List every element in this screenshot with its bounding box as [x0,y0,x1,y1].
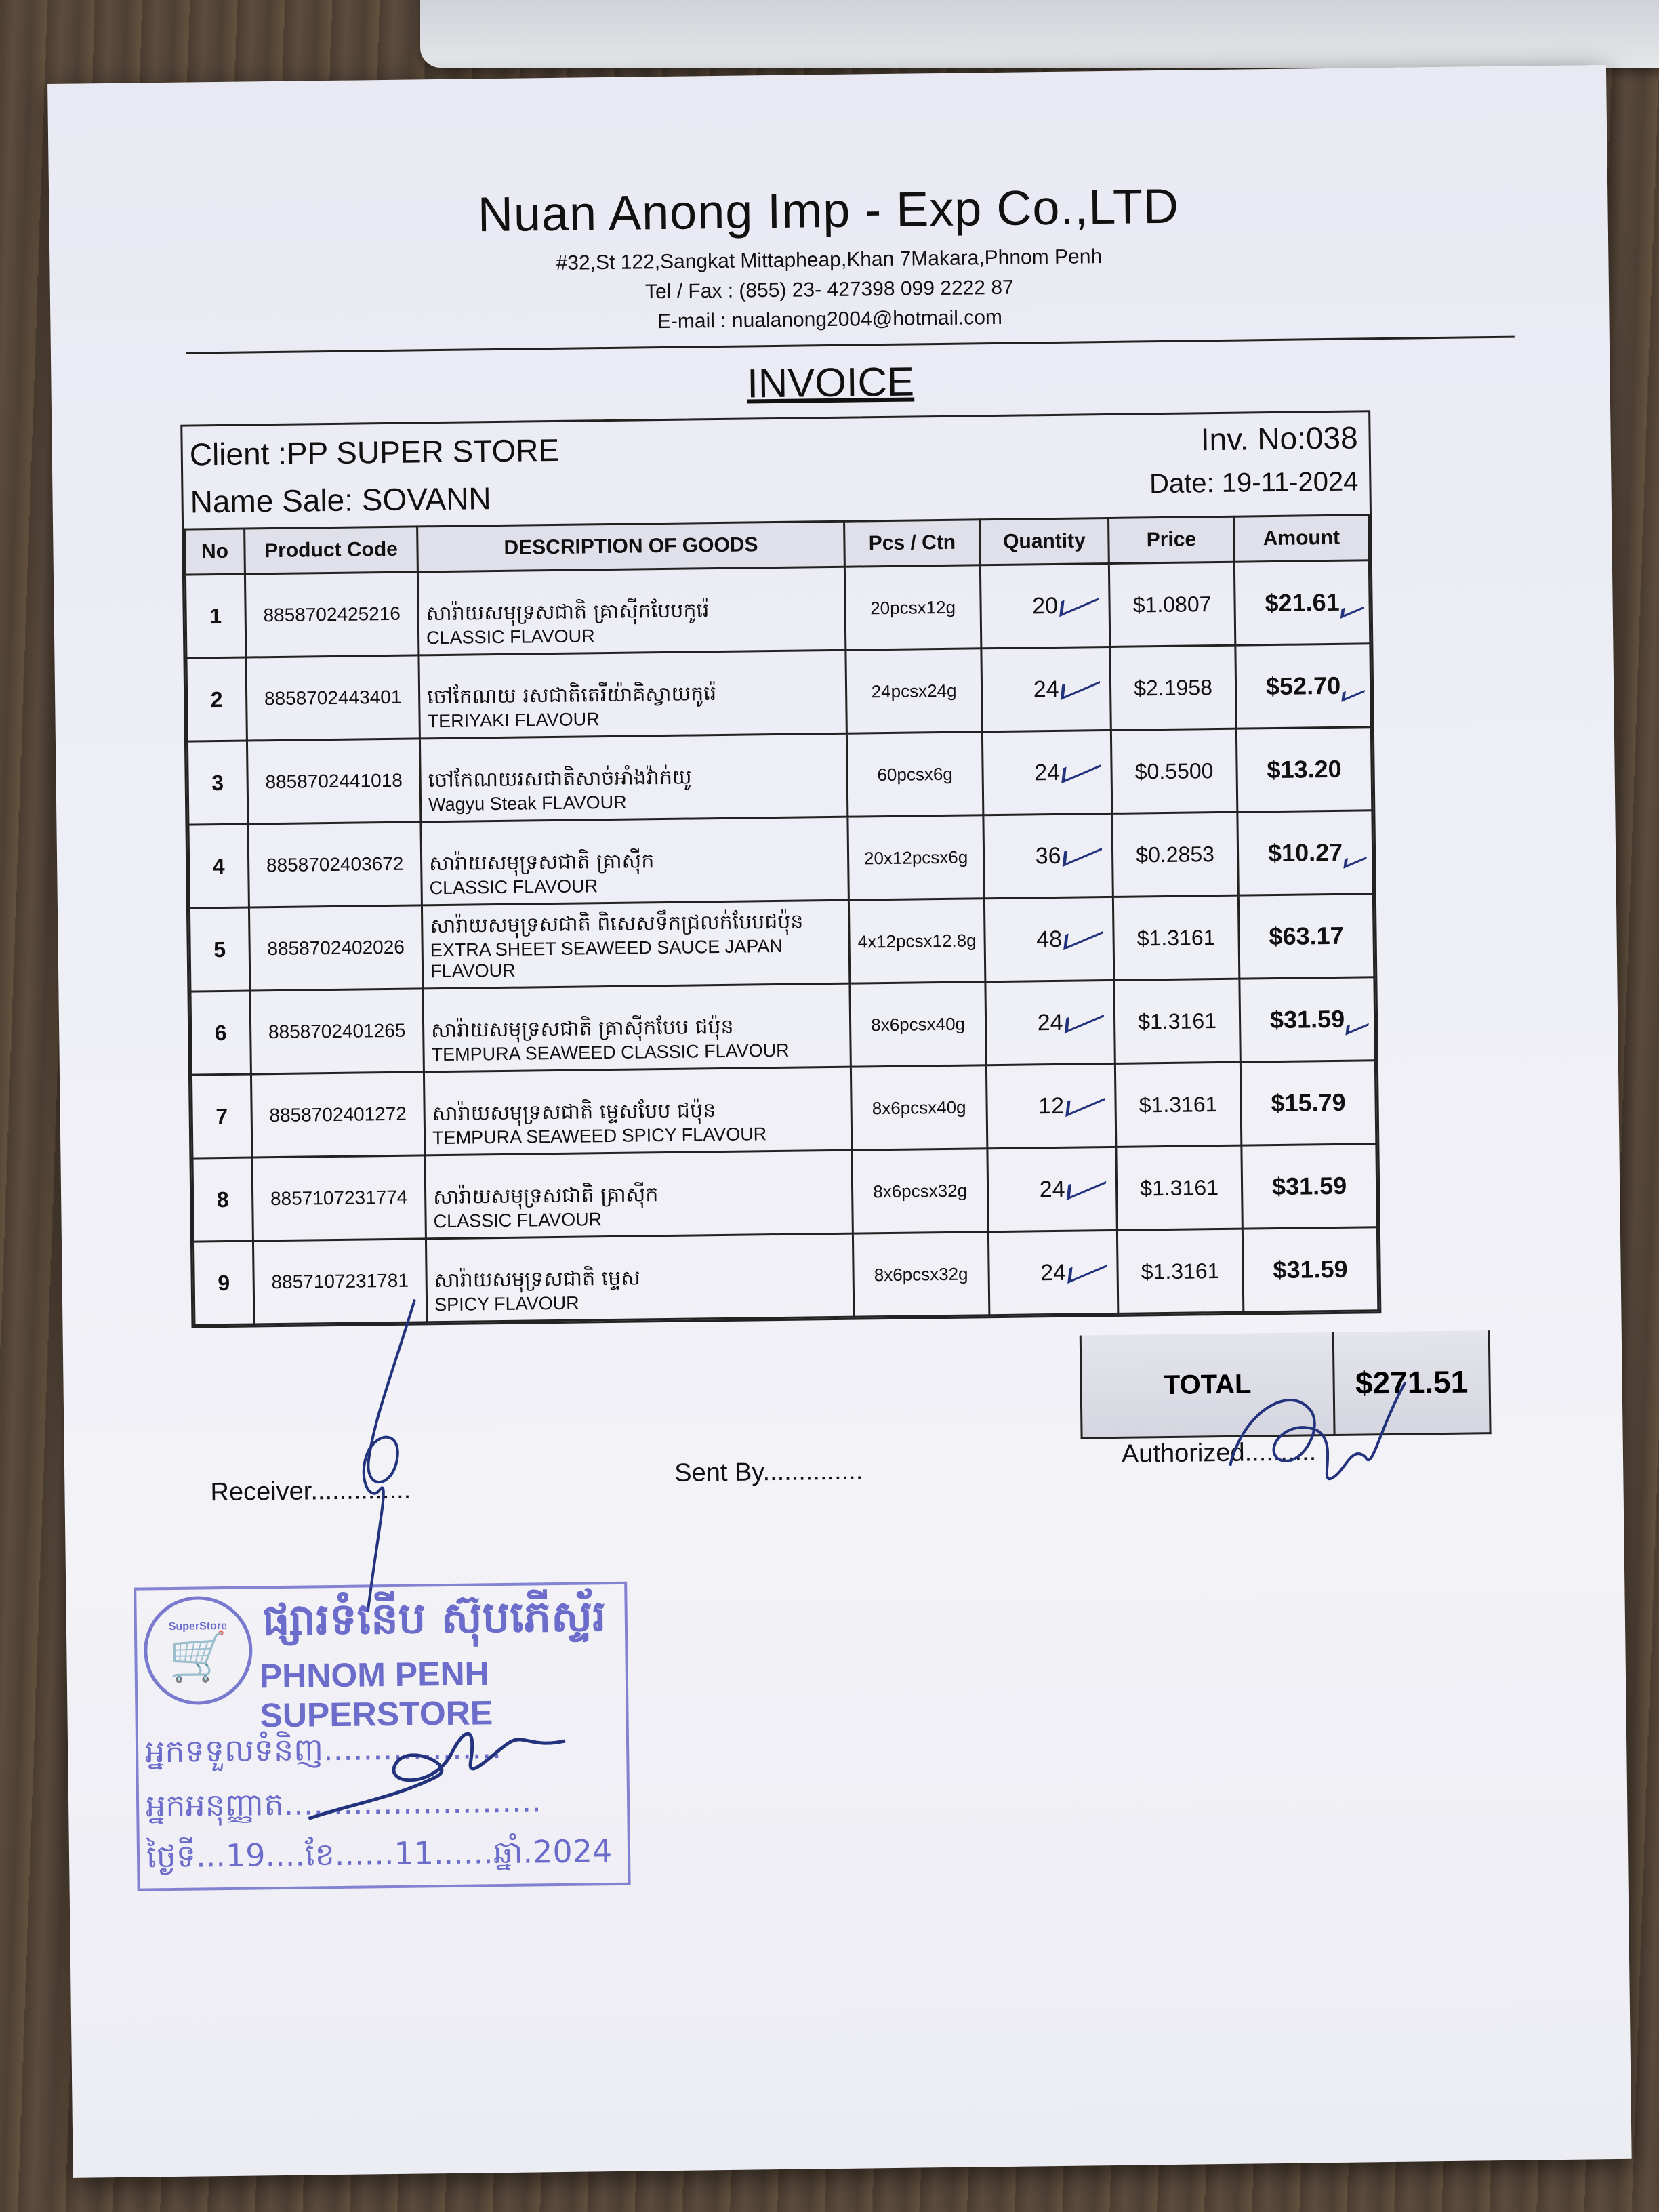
invoice-title: INVOICE [746,359,915,407]
row-desc [419,650,846,739]
row-pcs: 8x6pcsx40g [851,1065,987,1150]
table-row [191,1061,1376,1158]
row-desc-en: CLASSIC FLAVOUR [433,1209,602,1232]
client-info [182,412,1370,528]
check-mark-icon [1346,1016,1370,1035]
row-desc-en: CLASSIC FLAVOUR [429,876,598,899]
stamp-name-en: PHNOM PENH SUPERSTORE [259,1654,493,1735]
row-desc-km: ចៅកែណយ រសជាតិតេរីយ៉ាគិស្វាយកូរ៉េ [426,682,717,710]
row-desc [419,733,847,822]
row-amount-value: $31.59 [1271,1171,1347,1201]
row-qty-value: 48 [1036,926,1063,952]
col-desc: DESCRIPTION OF GOODS [417,521,845,572]
client-name: Client :PP SUPER STORE [189,432,560,472]
company-address: #32,St 122,Sangkat Mittapheap,Khan 7Makara,Phnom Penh [556,245,1103,274]
row-price: $2.1958 [1110,645,1236,730]
row-desc-en: TEMPURA SEAWEED SPICY FLAVOUR [432,1124,767,1149]
row-qty [980,563,1109,648]
shopping-cart-icon: SuperStore 🛒 [143,1596,253,1706]
col-amount: Amount [1234,515,1370,562]
row-price: $0.2853 [1112,812,1238,897]
row-pcs: 8x6pcsx32g [853,1232,989,1317]
sent-by-label: Sent By.............. [674,1456,863,1488]
row-code: 8857107231774 [252,1155,426,1241]
check-mark-icon [1067,1252,1109,1284]
items-table [184,514,1379,1326]
row-price: $1.3161 [1113,895,1239,980]
row-pcs: 24pcsx24g [846,649,982,733]
row-qty [984,897,1113,981]
row-price: $1.0807 [1109,562,1235,647]
total-value: $271.51 [1355,1364,1469,1401]
row-amount-value: $52.70 [1265,671,1341,701]
row-desc [424,1067,851,1155]
row-desc [421,817,848,905]
row-desc [423,983,851,1072]
row-no: 6 [190,991,251,1075]
row-price: $1.3161 [1116,1145,1242,1230]
row-qty [988,1230,1118,1315]
table-row [187,727,1372,825]
row-code: 8858702425216 [245,572,418,657]
row-code: 8858702403672 [248,822,422,907]
row-code: 8858702441018 [247,739,420,824]
row-pcs: 20x12pcsx6g [848,815,984,900]
row-desc [425,1150,853,1239]
row-amount-value: $10.27 [1267,838,1343,867]
row-qty [981,647,1111,731]
row-pcs: 8x6pcsx32g [852,1149,988,1233]
check-mark-icon [1343,849,1367,868]
check-mark-icon [1065,1002,1106,1033]
col-code: Product Code [245,527,418,574]
row-desc [426,1233,853,1322]
check-mark-icon [1063,835,1104,867]
company-name: Nuan Anong Imp - Exp Co.,LTD [477,179,1180,243]
row-qty-value: 20 [1031,592,1059,619]
authorized-signature-icon [1215,1368,1420,1507]
row-no: 8 [192,1158,253,1242]
row-pcs: 20pcsx12g [844,565,981,650]
check-mark-icon [1063,918,1105,950]
row-code: 8858702443401 [246,655,419,741]
row-amount [1240,977,1375,1062]
row-price: $1.3161 [1117,1229,1243,1313]
row-qty [983,813,1113,898]
row-no: 7 [191,1074,251,1158]
stamp-date-line: ថ្ងៃទី...19....ខែ......11......ឆ្នាំ.2024 [146,1832,613,1875]
col-no: No [185,529,245,575]
invoice-date: Date: 19-11-2024 [1149,466,1359,499]
row-desc-en: CLASSIC FLAVOUR [426,626,595,649]
company-header [49,173,1610,344]
company-email: E-mail : nualanong2004@hotmail.com [657,306,1003,333]
stamp-name-km: ផ្សារទំនើប ស៊ុបភើស្ទ័រ [262,1591,607,1646]
row-amount-value: $15.79 [1271,1088,1346,1118]
check-mark-icon [1341,682,1365,701]
sales-name: Name Sale: SOVANN [190,480,491,520]
row-amount-value: $31.59 [1269,1004,1345,1034]
stamp-receiver-line: អ្នកទទួលទំនិញ.................. [144,1729,502,1770]
row-no: 5 [189,907,249,991]
row-qty [982,730,1111,815]
check-mark-icon [1340,599,1364,618]
row-no: 2 [186,657,247,741]
col-price: Price [1109,516,1235,563]
row-qty [985,980,1115,1065]
row-desc-en: EXTRA SHEET SEAWEED SAUCE JAPAN FLAVOUR [430,935,783,982]
row-amount [1236,727,1372,812]
table-row [186,644,1371,741]
row-desc-km: សារ៉ាយសមុទ្រសជាតិ គ្រាស៊ីកបែបកូរ៉េ [426,598,710,626]
row-desc-km: សារ៉ាយសមុទ្រសជាតិ គ្រាស៊ីក [428,849,655,876]
row-desc-en: TEMPURA SEAWEED CLASSIC FLAVOUR [431,1040,790,1065]
row-qty-value: 12 [1038,1092,1065,1119]
row-desc-km: សារ៉ាយសមុទ្រសជាតិ ពិសេសទឹកជ្រលក់បែបជប៉ុន [430,909,804,939]
total-label: TOTAL [1082,1332,1336,1437]
col-qty: Quantity [980,518,1109,565]
row-amount-value: $13.20 [1267,754,1342,784]
table-row [189,894,1374,991]
check-mark-icon [1067,1168,1108,1200]
row-desc-km: សារ៉ាយសមុទ្រសជាតិ ម្ទេសបែប ជប៉ុន [432,1099,716,1126]
store-stamp [134,1582,630,1891]
row-pcs: 8x6pcsx40g [850,982,986,1067]
row-amount [1242,1144,1377,1229]
row-no: 3 [187,741,247,825]
row-desc [417,567,845,655]
row-code: 8857107231781 [253,1239,426,1324]
row-amount-value: $63.17 [1269,921,1344,951]
row-amount [1242,1227,1378,1312]
check-mark-icon [1061,752,1103,783]
table-row [188,811,1373,908]
row-amount [1238,894,1374,979]
row-desc [422,900,849,989]
row-code: 8858702401272 [251,1072,424,1158]
row-desc-km: សារ៉ាយសមុទ្រសជាតិ គ្រាស៊ីកបែប ជប៉ុន [430,1015,734,1043]
row-qty-value: 24 [1040,1259,1067,1286]
table-row [190,977,1375,1075]
check-mark-icon [1059,585,1101,617]
stamp-approver-line: អ្នកអនុញ្ញាត.......................... [145,1782,542,1824]
row-qty-value: 24 [1039,1176,1065,1202]
stamp-logo-text: SuperStore [168,1620,228,1633]
row-qty-value: 36 [1035,842,1061,869]
stamp-signature-icon [293,1700,579,1839]
invoice-paper [47,65,1632,2178]
row-pcs: 60pcsx6g [846,732,983,817]
row-desc-en: Wagyu Steak FLAVOUR [428,792,627,815]
row-amount-value: $31.59 [1273,1254,1348,1284]
row-amount [1240,1061,1376,1145]
row-qty [987,1147,1117,1231]
receiver-label: Receiver.............. [210,1475,411,1507]
row-amount [1237,811,1373,895]
row-desc-km: សារ៉ាយសមុទ្រសជាតិ គ្រាស៊ីក [432,1183,659,1210]
row-qty-value: 24 [1033,759,1061,785]
table-row [192,1144,1377,1242]
row-no: 9 [193,1241,253,1325]
row-amount-value: $21.61 [1265,588,1340,617]
row-code: 8858702402026 [249,905,422,991]
row-desc-en: SPICY FLAVOUR [434,1292,579,1315]
row-price: $0.5500 [1111,729,1237,813]
invoice-table-frame [180,410,1381,1328]
company-tel: Tel / Fax : (855) 23- 427398 099 2222 87 [644,276,1014,304]
row-desc-en: TERIYAKI FLAVOUR [427,709,600,732]
row-no: 1 [185,574,245,658]
row-pcs: 4x12pcsx12.8g [848,899,985,983]
row-qty-value: 24 [1037,1009,1063,1036]
row-desc-km: សារ៉ាយសមុទ្រសជាតិ ម្ទេស [434,1266,641,1293]
row-desc-km: ចៅកែណយរសជាតិសាច់អាំងវ៉ាក់យូ [428,765,692,793]
receiver-signature-icon [327,1292,453,1619]
laptop-edge [420,0,1659,68]
row-price: $1.3161 [1115,1062,1241,1147]
row-price: $1.3161 [1114,979,1240,1063]
row-qty-value: 24 [1033,676,1059,702]
check-mark-icon [1065,1085,1107,1117]
row-amount [1235,644,1371,729]
row-no: 4 [188,824,249,908]
table-row [185,560,1370,658]
row-amount [1234,560,1370,645]
check-mark-icon [1061,668,1102,700]
col-pcs: Pcs / Ctn [844,520,981,567]
authorized-label: Authorized.......... [1121,1437,1317,1469]
row-qty [986,1063,1115,1148]
row-code: 8858702401265 [250,989,424,1074]
invoice-number: Inv. No:038 [1200,419,1358,457]
